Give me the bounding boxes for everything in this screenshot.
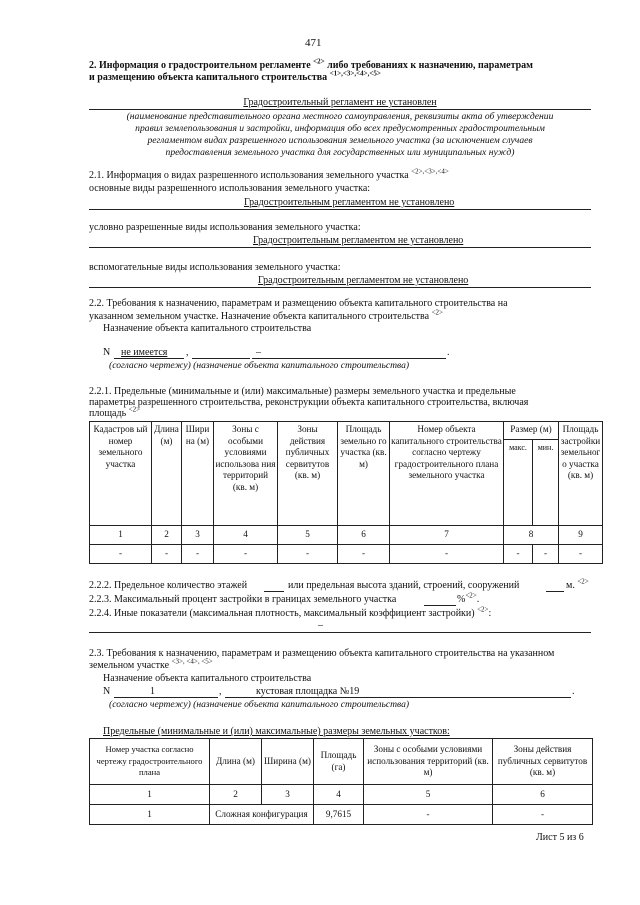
th-plot-number: Номер участка согласно чертежу градостроительного плана [90,739,210,785]
regulation-note-2: правил землепользования и застройки, информация обо всех предусмотренных градостроительным [135,123,545,134]
s2-2-2-text: 2.2.2. Предельное количество этажей [89,580,248,591]
s2-2-3-blank [424,605,456,606]
col-number: 3 [262,785,314,805]
s2-2-n-sep: , [186,347,189,358]
s2-3-n-value: 1 [150,686,155,697]
s2-2-line1: 2.2. Требования к назначению, параметрам и размещению объекта капитального строительства на [89,298,508,309]
th-length: Длина (м) [152,422,182,526]
col-number: 4 [314,785,364,805]
table-cell: - [182,545,214,564]
s2-1-main-label: основные виды разрешенного использования земельного участка: [89,183,371,194]
s2-2-n-value: не имеется [121,347,168,358]
table-cell: - [338,545,390,564]
s2-3-n-name: кустовая площадка №19 [256,686,360,697]
col-number: 5 [364,785,493,805]
s2-2-line3: Назначение объекта капитального строительства [103,323,312,334]
s2-2-1-line3: площадь $^{<2>}$ [89,405,141,419]
s2-2-2-text-mid: или предельная высота зданий, строений, сооружений [288,580,520,591]
s2-2-4-text: 2.2.4. Иные показатели (максимальная плотность, максимальный коэффициент застройки) $^{<2>}$: [89,605,492,619]
s2-1-cond-label: условно разрешенные виды использования земельного участка: [89,222,361,233]
s2-1-cond-underline [89,247,591,248]
col-number: 5 [278,526,338,545]
th-land-area: Площадь земельно го участка (кв. м) [338,422,390,526]
section2-heading-line2: и размещению объекта капитального строительства $^{<1>,<3>,<4>,<5>}$ [89,69,381,83]
s2-2-2-height-blank [546,591,564,592]
table-cell: - [390,545,504,564]
th-size: Размер (м) [504,422,559,440]
s2-2-3-text: 2.2.3. Максимальный процент застройки в границах земельного участка [89,594,397,605]
s2-3-n-underline [114,697,218,698]
s2-3-caption: (согласно чертежу) (назначение объекта капитального строительства) [109,699,410,710]
th-special-zones: Зоны с особыми условиями использова ния территорий (кв. м) [214,422,278,526]
s2-2-1-line1: 2.2.1. Предельные (минимальные и (или) максимальные) размеры земельного участка и предельные [89,386,516,397]
s2-2-n-underline [114,358,184,359]
s2-3-line3: Назначение объекта капитального строительства [103,673,312,684]
th-size-max: макс. [504,440,533,526]
page-number: 471 [305,37,322,49]
regulation-value: Градостроительный регламент не установлен [243,97,437,108]
col-number: 1 [90,526,152,545]
col-number: 6 [338,526,390,545]
table-cell: - [90,545,152,564]
s2-1-cond-value: Градостроительным регламентом не установлено [253,235,464,246]
table-cell: - [214,545,278,564]
s2-2-dash: – [256,347,261,358]
s2-2-n-end: . [447,347,450,358]
th-width: Ширина (м) [262,739,314,785]
s2-3-limits-text: Предельные (минимальные и (или) максимальные) размеры земельных участков: [103,726,450,737]
s2-3-line2: земельном участке $^{<3>, <4>, <5>}$ [89,657,213,671]
th-width: Шири на (м) [182,422,214,526]
th-servitudes: Зоны действия публичных сервитутов (кв. м) [278,422,338,526]
th-area: Площадь (га) [314,739,364,785]
th-special-zones: Зоны с особыми условиями использования территорий (кв. м) [364,739,493,785]
s2-2-line2: указанном земельном участке. Назначение объекта капитального строительства $^{<2>}$ [89,308,443,322]
s2-2-2-unit: м. $^{<2>}$ [566,577,589,591]
col-number: 4 [214,526,278,545]
table-cell: - [152,545,182,564]
regulation-note-3: регламентом видах разрешенного использования земельного участка (за исключением случаев [147,135,533,146]
table-cell: 9,7615 [314,805,364,825]
th-built-area: Площадь застройки земельног о участка (кв. м) [559,422,603,526]
section2-heading-line1: 2. Информация о градостроительном регламенте $^{<2>}$ либо требованиях к назначению, параметрам [89,57,533,71]
th-cadastral: Кадастров ый номер земельного участка [90,422,152,526]
table-cell: - [278,545,338,564]
s2-2-2-floors-blank [264,591,284,592]
th-object-number: Номер объекта капитального строительства согласно чертежу градостроительного плана земельного участка [390,422,504,526]
s2-3-line1: 2.3. Требования к назначению, параметрам и размещению объекта капитального строительства на указанном [89,648,555,659]
s2-2-caption: (согласно чертежу) (назначение объекта капитального строительства) [109,360,410,371]
s2-2-3-unit: %$^{<2>}$. [457,591,480,605]
col-number: 2 [152,526,182,545]
s2-1-aux-label: вспомогательные виды использования земельного участка: [89,262,341,273]
s2-2-n-label: N [103,347,111,358]
s2-2-1-line2: параметры разрешенного строительства, реконструкции объекта капитального строительства, включая [89,397,529,408]
s2-1-aux-value: Градостроительным регламентом не установлено [258,275,469,286]
s2-1-main-value: Градостроительным регламентом не установлено [244,197,455,208]
col-number: 3 [182,526,214,545]
s2-3-n-label: N [103,686,111,697]
table-cell: - [559,545,603,564]
land-plots-table [89,738,593,825]
s2-1-aux-underline [89,287,591,288]
parameters-table [89,421,603,564]
sheet-footer: Лист 5 из 6 [536,832,584,843]
table-cell: - [533,545,559,564]
regulation-note-1: (наименование представительного органа местного самоуправления, реквизиты акта об утверждении [126,111,554,122]
s2-2-4-underline [89,632,591,633]
table-cell: - [364,805,493,825]
table-cell: - [504,545,533,564]
s2-2-4-value: – [318,620,323,631]
s2-3-n-sep: , [219,686,222,697]
s2-2-blank-underline [192,358,250,359]
th-length: Длина (м) [210,739,262,785]
col-number: 7 [390,526,504,545]
regulation-underline [89,109,591,110]
col-number: 8 [504,526,559,545]
table-cell: Сложная конфигурация [210,805,314,825]
col-number: 1 [90,785,210,805]
s2-3-n-end: . [572,686,575,697]
s2-2-name-underline [252,358,446,359]
col-number: 2 [210,785,262,805]
col-number: 9 [559,526,603,545]
table-cell: - [493,805,593,825]
th-size-min: мин. [533,440,559,526]
regulation-note-4: предоставления земельного участка для государственных или муниципальных нужд) [165,147,515,158]
s2-1-main-underline [89,209,591,210]
th-servitudes: Зоны действия публичных сервитутов (кв. м) [493,739,593,785]
table-cell: 1 [90,805,210,825]
s2-1-title: 2.1. Информация о видах разрешенного использования земельного участка $^{<2>,<3>,<4>}$ [89,167,449,181]
col-number: 6 [493,785,593,805]
